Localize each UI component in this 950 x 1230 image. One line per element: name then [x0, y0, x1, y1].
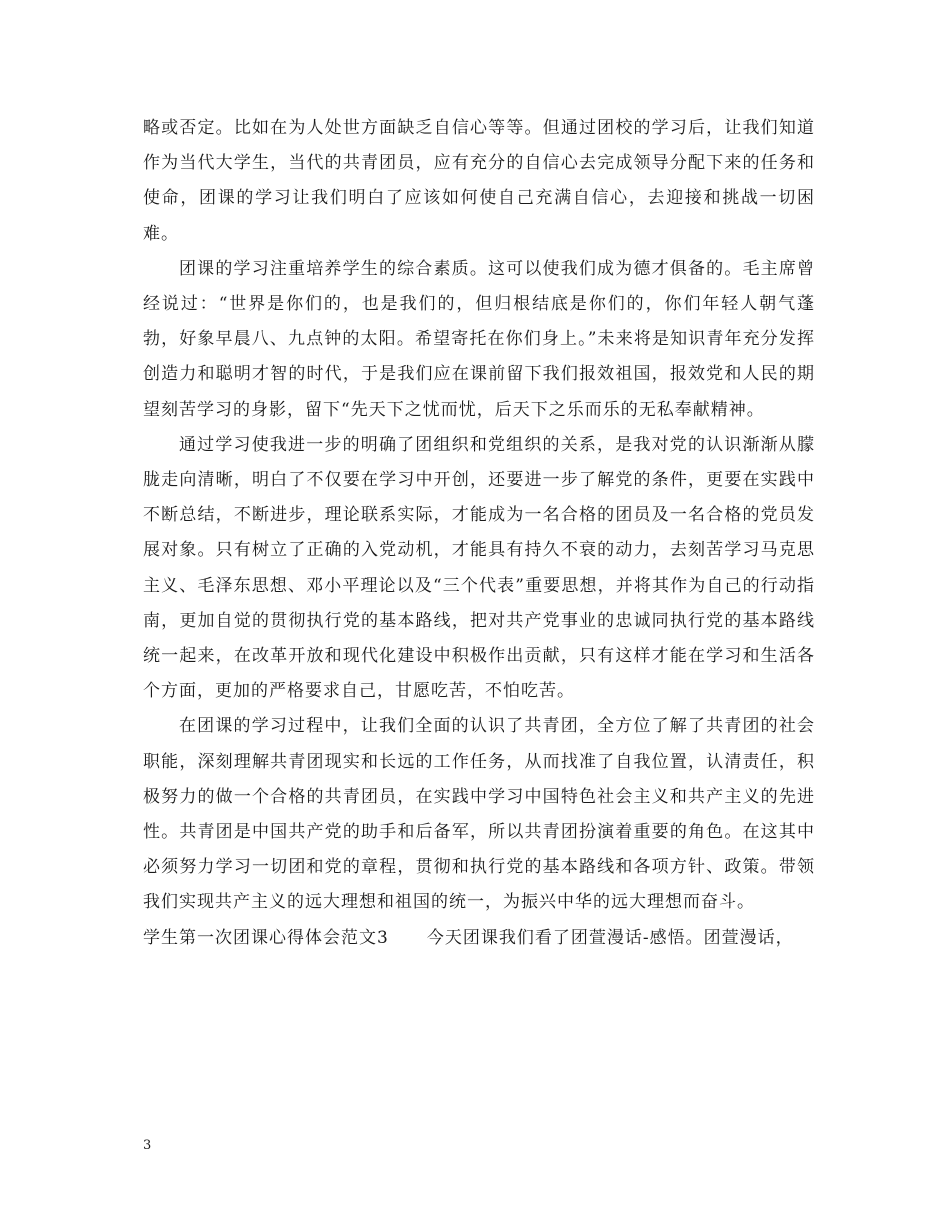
sample-essay-line — [143, 921, 815, 956]
document-body — [143, 111, 815, 956]
paragraph-3: 通过学习使我进一步的明确了团组织和党组织的关系，是我对党的认识渐渐从朦胧走向清晰，明白了不仅要在学习中开创，还要进一步了解党的条件，更要在实践中不断总结，不断进步，理论联系实际，才能成为一名合格的团员及一名合格的党员发展对象。只有树立了正确的入党动机，才能具有持久不衰的动力，去刻苦学习马克思主义、毛泽东思想、邓小平理论以及“三个代表”重要思想，并将其作为自己的行动指南，更加自觉的贯彻执行党的基本路线，把对共产党事业的忠诚同执行党的基本路线统一起来，在改革开放和现代化建设中积极作出贡献，只有这样才能在学习和生活各个方面，更加的严格要求自己，甘愿吃苦，不怕吃苦。 — [143, 434, 815, 702]
sample-essay-title: 学生第一次团课心得体会范文3 — [143, 927, 389, 948]
paragraph-4: 在团课的学习过程中，让我们全面的认识了共青团，全方位了解了共青团的社会职能，深刻理解共青团现实和长远的工作任务，从而找准了自我位置，认清责任，积极努力的做一个合格的共青团员，在实践中学习中国特色社会主义和共产主义的先进性。共青团是中国共产党的助手和后备军，所以共青团扮演着重要的角色。在这其中必须努力学习一切团和党的章程，贯彻和执行党的基本路线和各项方针、政策。带领我们实现共产主义的远大理想和祖国的统一，为振兴中华的远大理想而奋斗。 — [143, 716, 815, 913]
page-number: 3 — [143, 1138, 152, 1153]
sample-essay-opening: 今天团课我们看了团萱漫话-感悟。团萱漫话， — [426, 927, 794, 948]
paragraph-1: 略或否定。比如在为人处世方面缺乏自信心等等。但通过团校的学习后，让我们知道作为当代大学生，当代的共青团员，应有充分的自信心去完成领导分配下来的任务和使命，团课的学习让我们明白了应该如何使自己充满自信心，去迎接和挑战一切困难。 — [143, 118, 815, 244]
paragraph-2: 团课的学习注重培养学生的综合素质。这可以使我们成为德才俱备的。毛主席曾经说过：“世界是你们的，也是我们的，但归根结底是你们的，你们年轻人朝气蓬勃，好象早晨八、九点钟的太阳。希望寄托在你们身上。”未来将是知识青年充分发挥创造力和聪明才智的时代，于是我们应在课前留下我们报效祖国，报效党和人民的期望刻苦学习的身影，留下“先天下之忧而忧，后天下之乐而乐的无私奉献精神。 — [143, 258, 815, 420]
